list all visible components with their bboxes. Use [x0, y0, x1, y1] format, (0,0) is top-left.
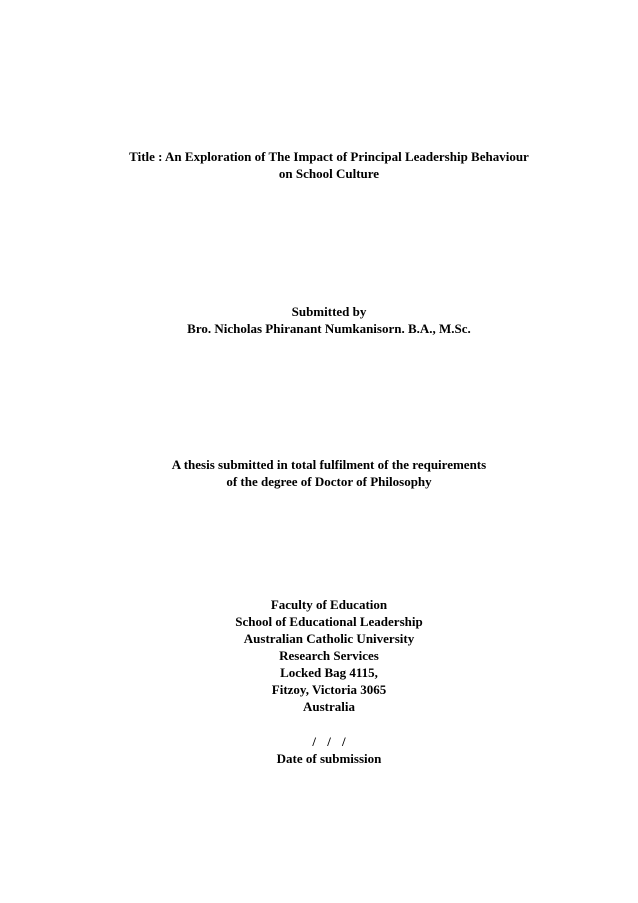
date-section [0, 733, 638, 767]
mail-address: Locked Bag 4115, [280, 665, 378, 680]
faculty-name: Faculty of Education [270, 597, 388, 612]
thesis-statement-line-2: of the degree of Doctor of Philosophy [226, 474, 432, 489]
submitted-by-label: Submitted by [291, 304, 367, 319]
school-name: School of Educational Leadership [235, 614, 423, 629]
institution-address [0, 596, 638, 715]
title-line-2: on School Culture [278, 166, 380, 181]
date-of-submission-label: Date of submission [276, 751, 382, 766]
city-address: Fitzoy, Victoria 3065 [271, 682, 387, 697]
thesis-statement [0, 456, 638, 490]
thesis-statement-line-1: A thesis submitted in total fulfilment of the requirements [171, 457, 487, 472]
university-name: Australian Catholic University [243, 631, 415, 646]
department-name: Research Services [279, 648, 379, 663]
title-line-1: Title : An Exploration of The Impact of Principal Leadership Behaviour [129, 149, 529, 164]
date-slashes: / / / [312, 734, 346, 749]
country-name: Australia [303, 699, 355, 714]
author-name: Bro. Nicholas Phiranant Numkanisorn. B.A., M.Sc. [187, 321, 471, 336]
submission-section [0, 303, 638, 337]
title-section [0, 148, 638, 182]
